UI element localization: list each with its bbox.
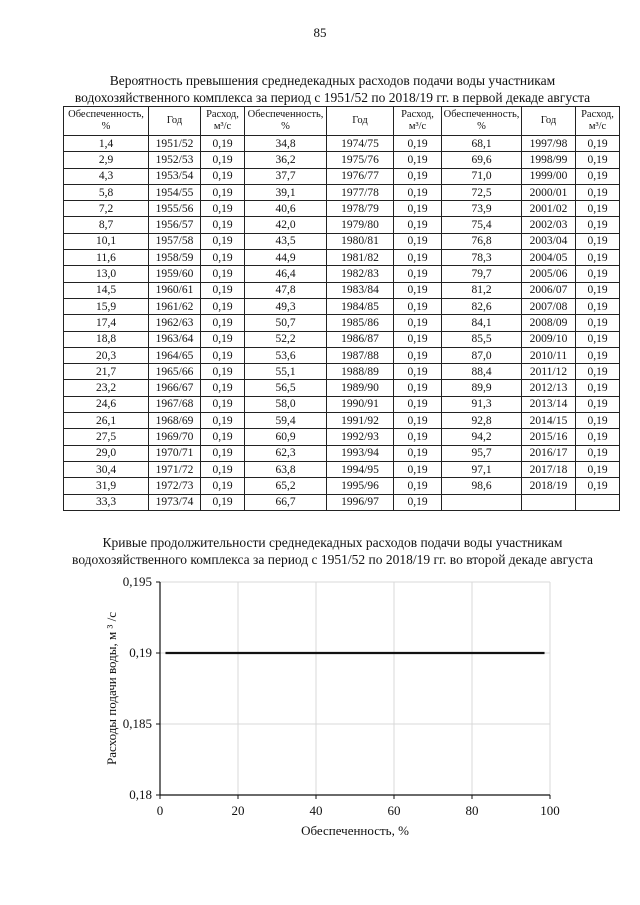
table-row — [64, 266, 620, 282]
table-cell: 20,3 — [64, 347, 149, 363]
table-row — [64, 201, 620, 217]
table-cell: 1958/59 — [149, 250, 201, 266]
table-cell: 21,7 — [64, 364, 149, 380]
table-cell: 53,6 — [245, 347, 327, 363]
table-cell: 1999/00 — [522, 168, 576, 184]
table-cell: 0,19 — [201, 347, 245, 363]
table-cell: 1961/62 — [149, 298, 201, 314]
y-tick-label: 0,195 — [122, 574, 152, 589]
table-cell: 0,19 — [394, 380, 442, 396]
table-cell: 63,8 — [245, 461, 327, 477]
table-cell — [442, 494, 522, 510]
table-cell: 1996/97 — [327, 494, 394, 510]
table-row — [64, 184, 620, 200]
table-cell: 17,4 — [64, 315, 149, 331]
table-cell: 0,19 — [201, 152, 245, 168]
table-cell: 81,2 — [442, 282, 522, 298]
table-cell: 0,19 — [394, 315, 442, 331]
table-cell: 33,3 — [64, 494, 149, 510]
table-cell: 1989/90 — [327, 380, 394, 396]
table-cell: 75,4 — [442, 217, 522, 233]
table-cell: 1964/65 — [149, 347, 201, 363]
table-cell: 0,19 — [201, 380, 245, 396]
table-cell: 73,9 — [442, 201, 522, 217]
table-cell: 1978/79 — [327, 201, 394, 217]
table-cell: 2005/06 — [522, 266, 576, 282]
table-cell: 24,6 — [64, 396, 149, 412]
table-row — [64, 461, 620, 477]
table-cell: 0,19 — [576, 331, 620, 347]
table-cell: 0,19 — [201, 266, 245, 282]
table-cell: 0,19 — [394, 413, 442, 429]
table-header-row — [64, 107, 620, 136]
table-cell: 0,19 — [201, 478, 245, 494]
table-cell: 18,8 — [64, 331, 149, 347]
table-cell: 0,19 — [201, 315, 245, 331]
table-cell: 1987/88 — [327, 347, 394, 363]
table-cell: 1985/86 — [327, 315, 394, 331]
table-cell: 14,5 — [64, 282, 149, 298]
table-cell: 65,2 — [245, 478, 327, 494]
table-row — [64, 429, 620, 445]
table-header-cell: Расход, м³/с — [201, 107, 245, 136]
table-cell: 0,19 — [576, 364, 620, 380]
table-cell: 7,2 — [64, 201, 149, 217]
table-cell: 1969/70 — [149, 429, 201, 445]
table-cell: 0,19 — [576, 315, 620, 331]
table-cell: 2013/14 — [522, 396, 576, 412]
table-cell: 0,19 — [394, 233, 442, 249]
table-cell: 2007/08 — [522, 298, 576, 314]
table-cell: 15,9 — [64, 298, 149, 314]
table-cell: 0,19 — [394, 478, 442, 494]
table-cell: 0,19 — [576, 201, 620, 217]
table-cell: 0,19 — [394, 494, 442, 510]
table-cell: 1976/77 — [327, 168, 394, 184]
table-row — [64, 298, 620, 314]
table-cell: 44,9 — [245, 250, 327, 266]
table-cell: 0,19 — [576, 461, 620, 477]
table-row — [64, 364, 620, 380]
table-cell: 1951/52 — [149, 136, 201, 152]
table-cell: 76,8 — [442, 233, 522, 249]
table-cell: 1973/74 — [149, 494, 201, 510]
table-cell: 0,19 — [394, 152, 442, 168]
y-axis-label: Расходы подачи воды, м ³ /с — [104, 611, 119, 766]
table-cell: 0,19 — [201, 494, 245, 510]
table-cell: 1998/99 — [522, 152, 576, 168]
table-cell: 91,3 — [442, 396, 522, 412]
table-row — [64, 282, 620, 298]
table-cell: 1960/61 — [149, 282, 201, 298]
table-cell: 8,7 — [64, 217, 149, 233]
table-cell: 0,19 — [201, 250, 245, 266]
x-tick-label: 100 — [540, 803, 560, 818]
chart-title-line-1: Кривые продолжительности среднедекадных расходов подачи воды участникам — [102, 535, 563, 550]
table-cell: 98,6 — [442, 478, 522, 494]
table-cell: 0,19 — [394, 168, 442, 184]
table-title-line-2: водохозяйственного комплекса за период с 1951/52 по 2018/19 гг. в первой декаде августа — [74, 90, 591, 105]
table-cell: 27,5 — [64, 429, 149, 445]
table-cell: 94,2 — [442, 429, 522, 445]
table-body — [64, 136, 620, 511]
table-cell: 0,19 — [576, 168, 620, 184]
table-cell: 0,19 — [576, 250, 620, 266]
table-cell: 2010/11 — [522, 347, 576, 363]
table-cell: 1970/71 — [149, 445, 201, 461]
table-cell: 36,2 — [245, 152, 327, 168]
table-cell: 2018/19 — [522, 478, 576, 494]
table-cell: 0,19 — [576, 266, 620, 282]
table-cell: 82,6 — [442, 298, 522, 314]
table-cell: 87,0 — [442, 347, 522, 363]
table-cell: 1959/60 — [149, 266, 201, 282]
table-header-cell: Год — [327, 107, 394, 136]
table-cell: 0,19 — [394, 250, 442, 266]
table-cell: 0,19 — [394, 282, 442, 298]
table-row — [64, 347, 620, 363]
table-cell: 1979/80 — [327, 217, 394, 233]
duration-curve-chart — [0, 570, 640, 845]
table-cell: 1991/92 — [327, 413, 394, 429]
table-row — [64, 494, 620, 510]
table-cell: 1981/82 — [327, 250, 394, 266]
table-cell: 0,19 — [576, 478, 620, 494]
table-cell: 78,3 — [442, 250, 522, 266]
table-cell: 0,19 — [576, 445, 620, 461]
table-cell: 0,19 — [394, 136, 442, 152]
table-cell: 0,19 — [201, 396, 245, 412]
table-cell: 66,7 — [245, 494, 327, 510]
table-cell: 89,9 — [442, 380, 522, 396]
x-tick-label: 0 — [156, 803, 164, 818]
table-cell: 1986/87 — [327, 331, 394, 347]
table-cell: 0,19 — [576, 233, 620, 249]
chart-title-line-2: водохозяйственного комплекса за период с 1951/52 по 2018/19 гг. во второй декаде августа — [72, 552, 593, 567]
table-row — [64, 478, 620, 494]
table-cell: 0,19 — [394, 364, 442, 380]
table-cell — [522, 494, 576, 510]
table-cell: 2011/12 — [522, 364, 576, 380]
table-row — [64, 136, 620, 152]
table-row — [64, 152, 620, 168]
y-tick-label: 0,18 — [129, 787, 152, 802]
table-cell: 2004/05 — [522, 250, 576, 266]
table-cell: 0,19 — [576, 396, 620, 412]
table-cell: 29,0 — [64, 445, 149, 461]
table-cell: 0,19 — [394, 298, 442, 314]
table-title-line-1: Вероятность превышения среднедекадных расходов подачи воды участникам — [109, 73, 556, 88]
table-cell: 0,19 — [201, 461, 245, 477]
table-title — [60, 72, 605, 106]
table-cell: 2,9 — [64, 152, 149, 168]
table-cell: 2008/09 — [522, 315, 576, 331]
table-cell: 0,19 — [201, 184, 245, 200]
table-cell: 1968/69 — [149, 413, 201, 429]
table-cell: 50,7 — [245, 315, 327, 331]
probability-table — [63, 106, 620, 511]
table-cell: 1994/95 — [327, 461, 394, 477]
table-cell: 1997/98 — [522, 136, 576, 152]
table-row — [64, 380, 620, 396]
table-cell — [576, 494, 620, 510]
table-cell: 0,19 — [394, 184, 442, 200]
table-cell: 1971/72 — [149, 461, 201, 477]
table-cell: 1982/83 — [327, 266, 394, 282]
table-cell: 0,19 — [201, 282, 245, 298]
table-row — [64, 445, 620, 461]
table-cell: 2016/17 — [522, 445, 576, 461]
y-tick-label: 0,19 — [129, 645, 152, 660]
table-row — [64, 233, 620, 249]
table-cell: 0,19 — [394, 347, 442, 363]
table-cell: 0,19 — [201, 217, 245, 233]
table-cell: 10,1 — [64, 233, 149, 249]
table-cell: 0,19 — [576, 429, 620, 445]
x-axis-label: Обеспеченность, % — [301, 823, 409, 838]
table-cell: 1974/75 — [327, 136, 394, 152]
table-cell: 56,5 — [245, 380, 327, 396]
table-cell: 42,0 — [245, 217, 327, 233]
table-cell: 95,7 — [442, 445, 522, 461]
table-row — [64, 396, 620, 412]
table-cell: 59,4 — [245, 413, 327, 429]
table-cell: 52,2 — [245, 331, 327, 347]
table-cell: 34,8 — [245, 136, 327, 152]
table-cell: 0,19 — [576, 413, 620, 429]
page-number: 85 — [313, 25, 327, 40]
table-cell: 55,1 — [245, 364, 327, 380]
table-cell: 37,7 — [245, 168, 327, 184]
table-header-cell: Год — [522, 107, 576, 136]
table-cell: 43,5 — [245, 233, 327, 249]
table-cell: 97,1 — [442, 461, 522, 477]
table-row — [64, 168, 620, 184]
table-row — [64, 217, 620, 233]
table-header-cell: Расход, м³/с — [576, 107, 620, 136]
table-cell: 39,1 — [245, 184, 327, 200]
table-cell: 0,19 — [201, 298, 245, 314]
table-cell: 1983/84 — [327, 282, 394, 298]
table-cell: 1955/56 — [149, 201, 201, 217]
table-cell: 40,6 — [245, 201, 327, 217]
table-cell: 49,3 — [245, 298, 327, 314]
table-cell: 4,3 — [64, 168, 149, 184]
table-cell: 2012/13 — [522, 380, 576, 396]
table-cell: 85,5 — [442, 331, 522, 347]
table-cell: 68,1 — [442, 136, 522, 152]
table-cell: 1980/81 — [327, 233, 394, 249]
table-header-cell: Обеспеченность, % — [64, 107, 149, 136]
table-cell: 0,19 — [576, 298, 620, 314]
table-cell: 62,3 — [245, 445, 327, 461]
table-cell: 0,19 — [201, 413, 245, 429]
table-cell: 92,8 — [442, 413, 522, 429]
table-cell: 1952/53 — [149, 152, 201, 168]
table-header-cell: Расход, м³/с — [394, 107, 442, 136]
table-cell: 0,19 — [201, 429, 245, 445]
y-tick-label: 0,185 — [122, 716, 152, 731]
table-cell: 84,1 — [442, 315, 522, 331]
x-tick-label: 80 — [465, 803, 479, 818]
table-cell: 47,8 — [245, 282, 327, 298]
chart-title — [60, 534, 605, 568]
table-cell: 0,19 — [201, 233, 245, 249]
table-cell: 1990/91 — [327, 396, 394, 412]
table-cell: 0,19 — [576, 282, 620, 298]
table-cell: 0,19 — [201, 168, 245, 184]
table-cell: 2014/15 — [522, 413, 576, 429]
table-cell: 1962/63 — [149, 315, 201, 331]
table-cell: 58,0 — [245, 396, 327, 412]
table-header-cell: Обеспеченность, % — [245, 107, 327, 136]
table-cell: 2003/04 — [522, 233, 576, 249]
table-cell: 0,19 — [576, 380, 620, 396]
table-cell: 1993/94 — [327, 445, 394, 461]
table-cell: 0,19 — [201, 136, 245, 152]
table-cell: 0,19 — [576, 217, 620, 233]
table-cell: 26,1 — [64, 413, 149, 429]
table-cell: 0,19 — [576, 347, 620, 363]
x-tick-label: 60 — [387, 803, 401, 818]
table-cell: 0,19 — [201, 331, 245, 347]
table-cell: 79,7 — [442, 266, 522, 282]
table-cell: 0,19 — [394, 445, 442, 461]
table-row — [64, 331, 620, 347]
x-tick-label: 40 — [309, 803, 323, 818]
table-cell: 0,19 — [394, 429, 442, 445]
table-row — [64, 413, 620, 429]
table-cell: 2002/03 — [522, 217, 576, 233]
table-cell: 1977/78 — [327, 184, 394, 200]
table-cell: 11,6 — [64, 250, 149, 266]
table-cell: 69,6 — [442, 152, 522, 168]
table-cell: 1984/85 — [327, 298, 394, 314]
table-cell: 72,5 — [442, 184, 522, 200]
table-cell: 2006/07 — [522, 282, 576, 298]
table-cell: 0,19 — [394, 266, 442, 282]
table-cell: 46,4 — [245, 266, 327, 282]
table-cell: 13,0 — [64, 266, 149, 282]
table-cell: 1954/55 — [149, 184, 201, 200]
table-cell: 0,19 — [394, 331, 442, 347]
table-cell: 0,19 — [201, 364, 245, 380]
table-cell: 1,4 — [64, 136, 149, 152]
table-cell: 1992/93 — [327, 429, 394, 445]
table-cell: 71,0 — [442, 168, 522, 184]
table-cell: 1995/96 — [327, 478, 394, 494]
x-tick-label: 20 — [231, 803, 245, 818]
table-cell: 2017/18 — [522, 461, 576, 477]
table-cell: 88,4 — [442, 364, 522, 380]
table-cell: 0,19 — [576, 184, 620, 200]
table-cell: 1963/64 — [149, 331, 201, 347]
table-cell: 0,19 — [576, 152, 620, 168]
table-cell: 60,9 — [245, 429, 327, 445]
table-cell: 1975/76 — [327, 152, 394, 168]
table-cell: 0,19 — [394, 461, 442, 477]
table-cell: 0,19 — [394, 396, 442, 412]
table-cell: 5,8 — [64, 184, 149, 200]
table-header-cell: Год — [149, 107, 201, 136]
table-cell: 2009/10 — [522, 331, 576, 347]
table-cell: 1953/54 — [149, 168, 201, 184]
table-cell: 0,19 — [394, 201, 442, 217]
table-cell: 23,2 — [64, 380, 149, 396]
table-row — [64, 250, 620, 266]
table-cell: 1967/68 — [149, 396, 201, 412]
table-row — [64, 315, 620, 331]
table-cell: 1956/57 — [149, 217, 201, 233]
table-cell: 1965/66 — [149, 364, 201, 380]
table-header-cell: Обеспеченность, % — [442, 107, 522, 136]
table-cell: 1988/89 — [327, 364, 394, 380]
table-cell: 1966/67 — [149, 380, 201, 396]
table-cell: 2015/16 — [522, 429, 576, 445]
table-cell: 0,19 — [576, 136, 620, 152]
table-cell: 1972/73 — [149, 478, 201, 494]
table-cell: 0,19 — [201, 445, 245, 461]
table-cell: 1957/58 — [149, 233, 201, 249]
table-cell: 0,19 — [201, 201, 245, 217]
table-cell: 30,4 — [64, 461, 149, 477]
table-cell: 31,9 — [64, 478, 149, 494]
table-cell: 0,19 — [394, 217, 442, 233]
table-cell: 2001/02 — [522, 201, 576, 217]
table-cell: 2000/01 — [522, 184, 576, 200]
